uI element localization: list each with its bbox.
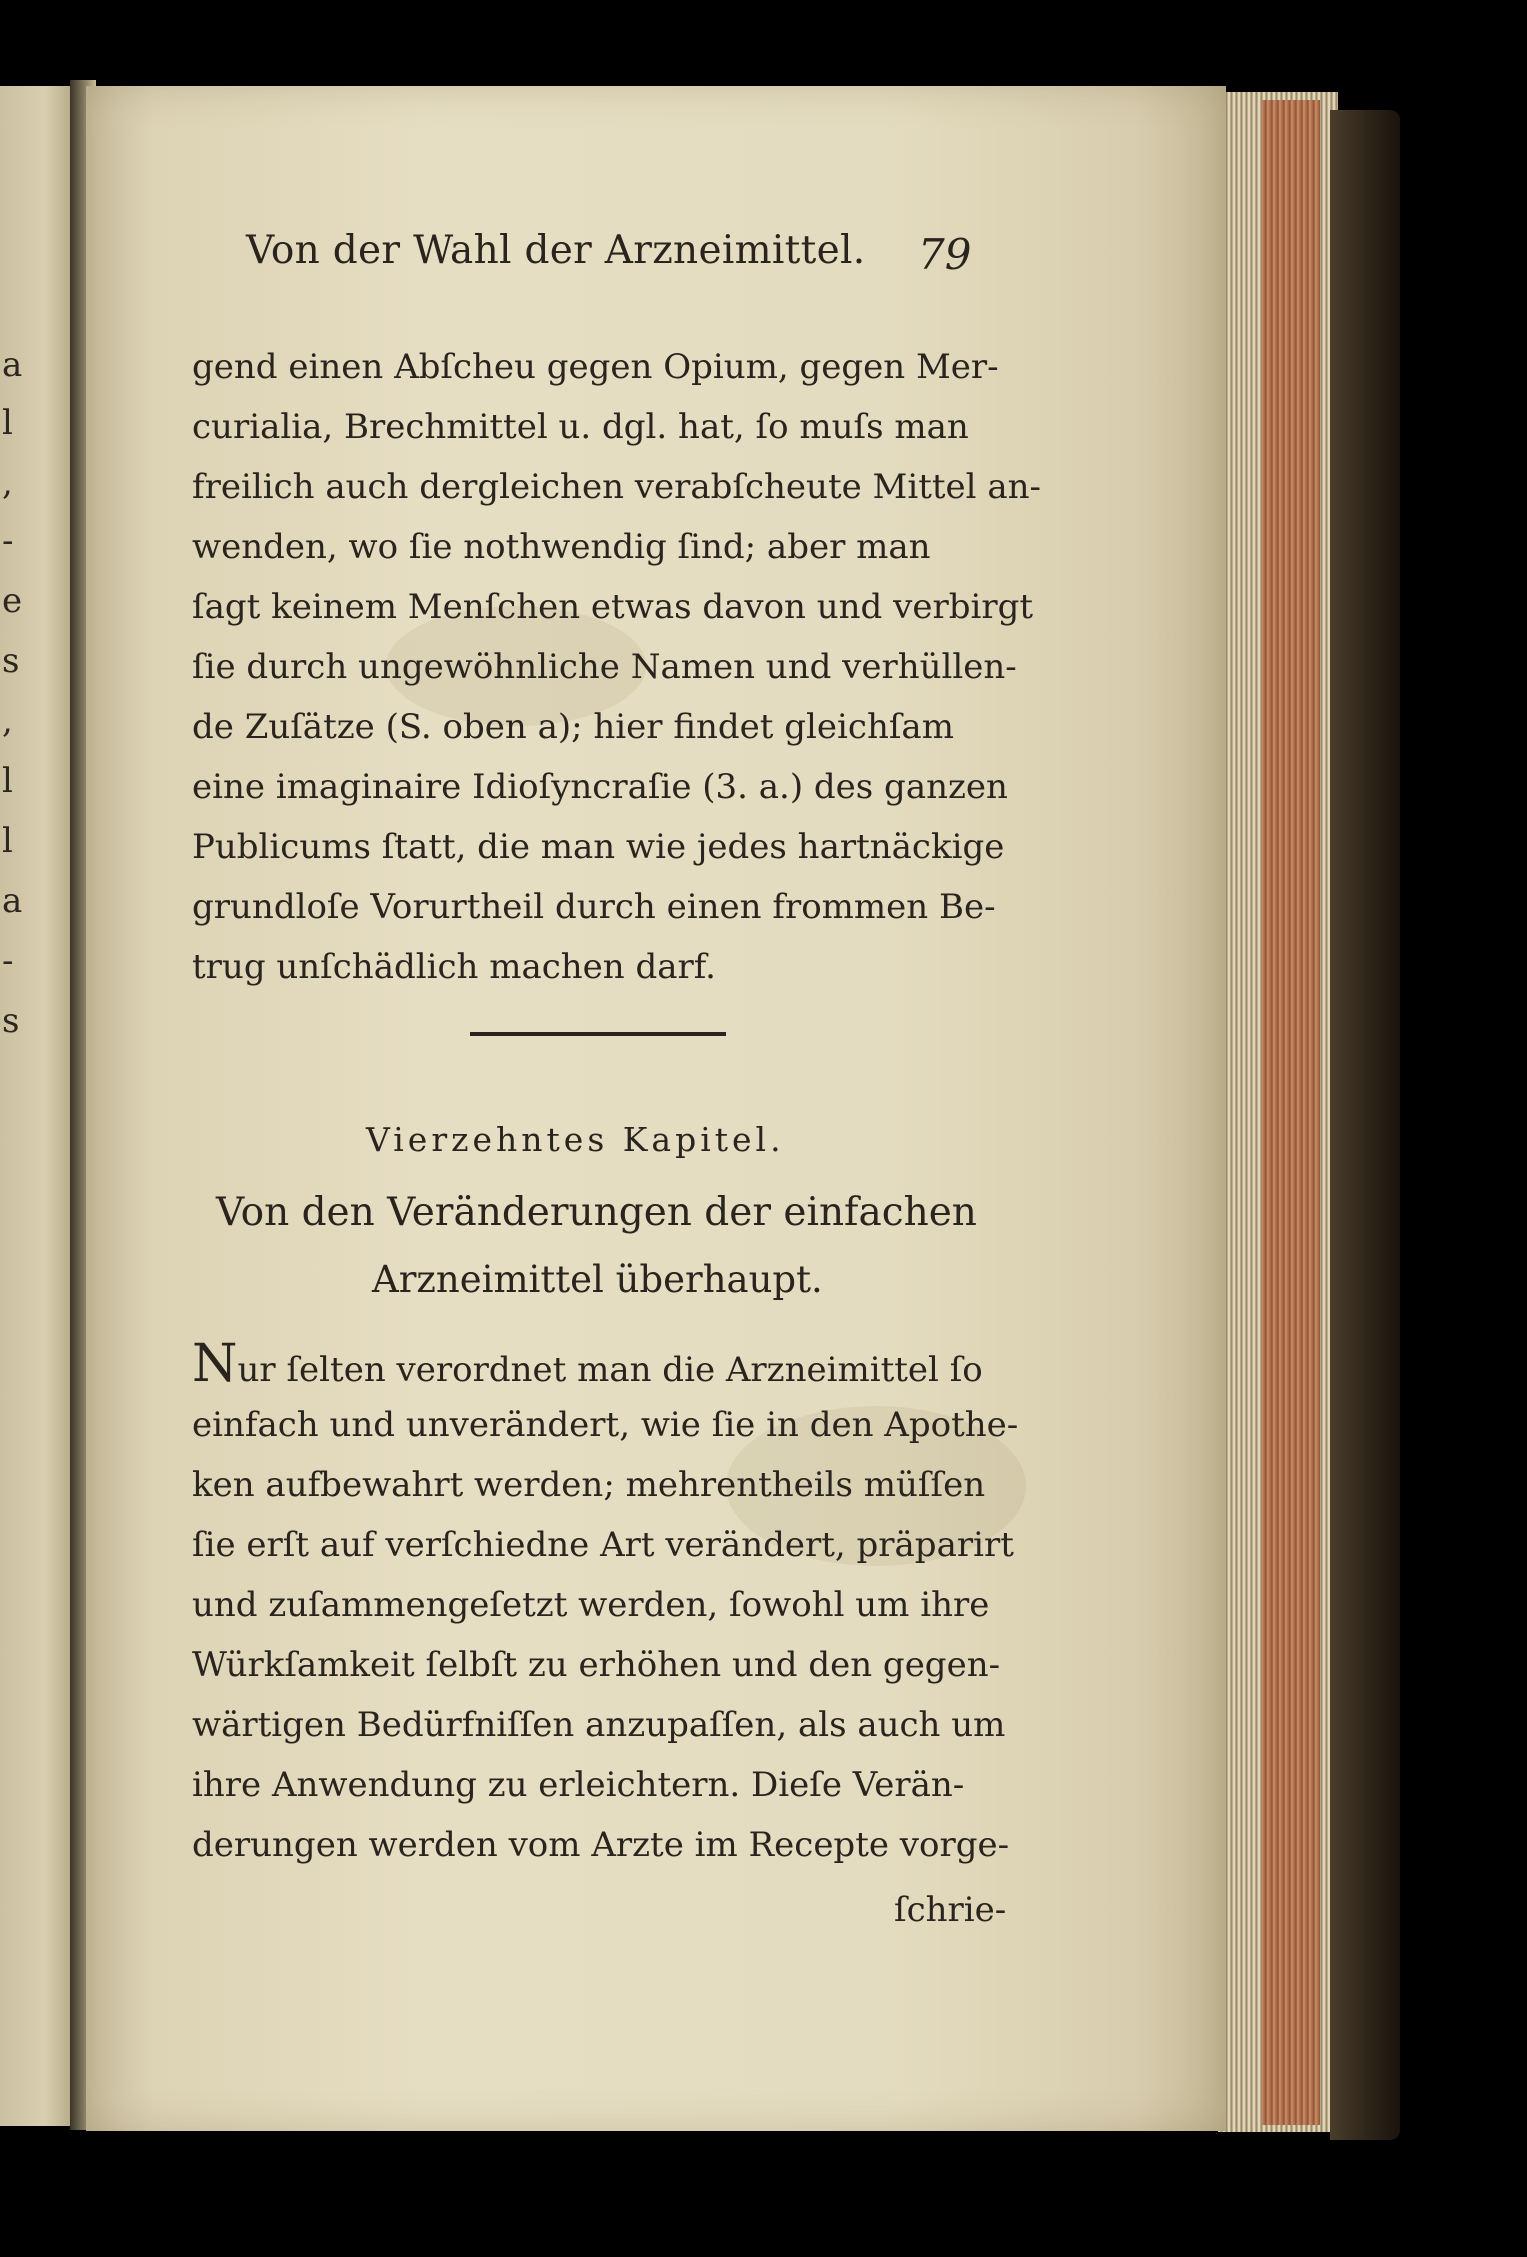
drop-cap: N [192,1334,238,1394]
text-line: ſagt keinem Menſchen etwas davon und verbirgt [192,587,1034,627]
chapter-title-line-1: Von den Veränderungen der einfachen [216,1190,977,1235]
text-line: curialia, Brechmittel u. dgl. hat, ſo muſs man [192,407,969,447]
left-page-fragment: - [2,521,14,561]
text-line: Würkſamkeit ſelbſt zu erhöhen und den gegen- [192,1645,1001,1685]
left-page-fragment: l [2,403,13,443]
catchword: ſchrie- [894,1890,1007,1930]
text-line: ken aufbewahrt werden; mehrentheils müſſen [192,1465,986,1505]
left-page-fragment: a [2,345,23,385]
chapter-title-line-2: Arzneimittel überhaupt. [372,1258,823,1301]
text-line: ihre Anwendung zu erleichtern. Dieſe Verän- [192,1765,965,1805]
left-page-fragment: s [2,641,20,681]
left-page-fragment: l [2,821,13,861]
left-page-fragment: , [2,701,13,741]
text-line: freilich auch dergleichen verabſcheute Mittel an- [192,467,1042,507]
first-line-rest: ur ſelten verordnet man die Arzneimittel ſo [237,1350,983,1390]
text-line: gend einen Abſcheu gegen Opium, gegen Mer- [192,347,999,387]
text-line: derungen werden vom Arzte im Recepte vorge- [192,1825,1010,1865]
page-edge-red [1262,100,1320,2125]
page-number: 79 [918,230,972,279]
text-line: Publicums ſtatt, die man wie jedes hartnäckige [192,827,1005,867]
text-line: grundloſe Vorurtheil durch einen frommen Be- [192,887,996,927]
chapter-number: Vierzehntes Kapitel. [366,1120,785,1159]
text-line: wenden, wo ſie nothwendig ſind; aber man [192,527,931,567]
left-page-fragment: , [2,463,13,503]
text-line: eine imaginaire Idioſyncraſie (3. a.) des ganzen [192,767,1008,807]
left-page-fragment: l [2,761,13,801]
text-line: de Zuſätze (S. oben a); hier findet gleichſam [192,707,954,747]
book-cover-edge [1330,110,1400,2140]
text-line: ſie erſt auf verſchiedne Art verändert, präparirt [192,1525,1014,1565]
text-line: und zuſammengeſetzt werden, ſowohl um ihre [192,1585,990,1625]
text-line: trug unſchädlich machen darf. [192,947,716,987]
text-line: einfach und unverändert, wie ſie in den Apothe- [192,1405,1019,1445]
section-divider [470,1032,726,1036]
text-line: ſie durch ungewöhnliche Namen und verhüllen- [192,647,1017,687]
text-line: wärtigen Bedürfniſſen anzupaſſen, als auch um [192,1705,1006,1745]
left-page-fragment: - [2,941,14,981]
running-head: Von der Wahl der Arzneimittel. [246,228,866,273]
text-line-first [192,1334,1012,1394]
left-page-fragment: s [2,1001,20,1041]
left-page-fragment: a [2,881,23,921]
left-page-fragment: e [2,581,23,621]
